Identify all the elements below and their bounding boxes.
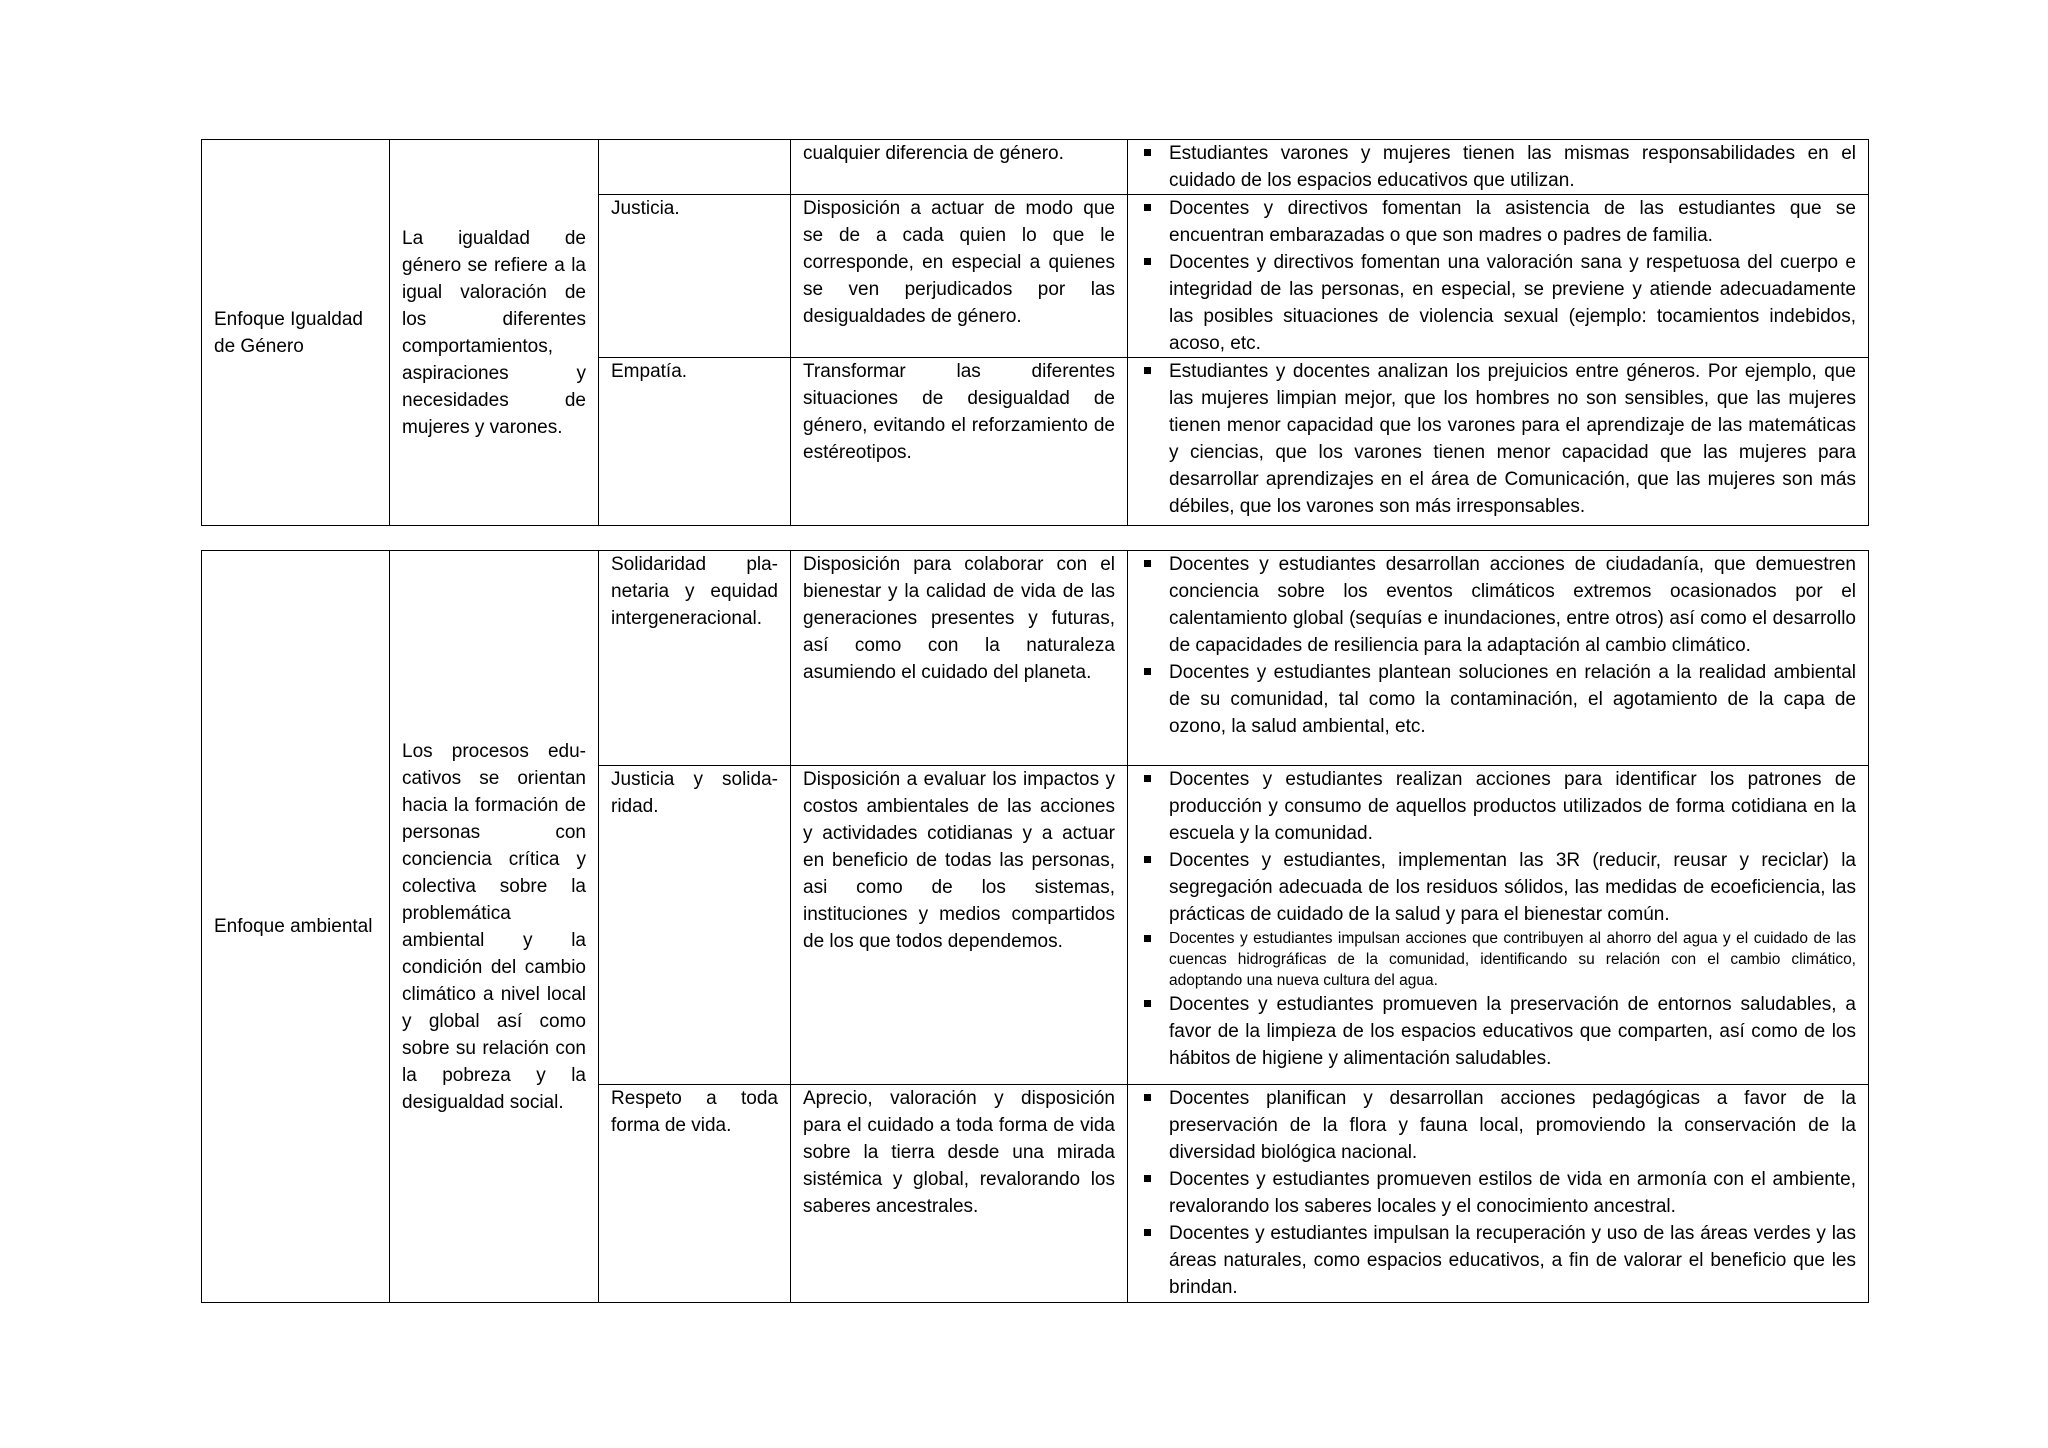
action-item: Estudiantes y docentes analizan los prejuicios entre géneros. Por ejemplo, que las mujeres limpian mejor, que los hombres no son sensibles, que las mujeres tienen menor capacidad que los varones para el aprendizaje de las matemáticas y ciencias, que los varones tienen menor capacidad que las mujeres para desarrollar aprendizajes en el área de Comunicación, que las mujeres son más débiles, que los varones son más irresponsables. [1140,358,1856,520]
approach-name: Enfoque Igualdad de Género [202,140,390,526]
actions-cell [1128,1085,1869,1303]
action-item: Docentes y estudiantes desarrollan acciones de ciudadanía, que demuestren conciencia sobre los eventos climáticos extremos ocasionados por el calentamiento global (sequías e inundaciones, entre otros) así como el desarrollo de capacidades de resiliencia para la adaptación al cambio climático. [1140,551,1856,659]
value-cell: Respeto a toda forma de vida. [599,1085,791,1303]
action-item: Docentes y estudiantes plantean soluciones en relación a la realidad ambiental de su comunidad, tal como la contaminación, el agotamiento de la capa de ozono, la salud ambiental, etc. [1140,659,1856,740]
actions-cell [1128,551,1869,766]
action-item: Docentes planifican y desarrollan acciones pedagógicas a favor de la preservación de la flora y fauna local, promoviendo la conservación de la diversidad biológica nacional. [1140,1085,1856,1166]
action-item: Estudiantes varones y mujeres tienen las mismas responsabilidades en el cuidado de los espacios educativos que utilizan. [1140,140,1856,194]
attitude-cell: Disposición a actuar de modo que se de a cada quien lo que le corresponde, en especial a quienes se ven perjudicados por las desigualdades de género. [791,195,1128,358]
value-cell: Justicia. [599,195,791,358]
attitude-cell: Disposición para colaborar con el bienestar y la calidad de vida de las generaciones presentes y futuras, así como con la naturaleza asumiendo el cuidado del planeta. [791,551,1128,766]
action-item: Docentes y directivos fomentan la asistencia de las estudiantes que se encuentran embarazadas o que son madres o padres de familia. [1140,195,1856,249]
action-item: Docentes y directivos fomentan una valoración sana y respetuosa del cuerpo e integridad de las personas, en especial, se previene y atiende adecuadamente las posibles situaciones de violencia sexual (ejemplo: tocamientos indebidos, acoso, etc. [1140,249,1856,357]
approach-description: La igualdad de género se refiere a la igual valoración de los diferentes comportamientos, aspiraciones y necesidades de mujeres y varones. [390,140,599,526]
action-item: Docentes y estudiantes promueven estilos de vida en armonía con el ambiente, revalorando los saberes locales y el conocimiento ancestral. [1140,1166,1856,1220]
attitude-cell: Aprecio, valoración y disposición para el cuidado a toda forma de vida sobre la tierra desde una mirada sistémica y global, revalorando los saberes ancestrales. [791,1085,1128,1303]
actions-cell [1128,766,1869,1085]
attitude-cell: Transformar las diferentes situaciones de desigualdad de género, evitando el reforzamiento de estéreotipos. [791,358,1128,526]
action-item: Docentes y estudiantes realizan acciones para identificar los patrones de producción y consumo de aquellos productos utilizados de forma cotidiana en la escuela y la comunidad. [1140,766,1856,847]
value-cell: Solidaridad pla-netaria y equidad intergeneracional. [599,551,791,766]
gender-equality-approach-table [201,139,1869,526]
environmental-approach-table [201,550,1869,1303]
action-item: Docentes y estudiantes impulsan acciones que contribuyen al ahorro del agua y el cuidado de las cuencas hidrográficas de la comunidad, identificando su relación con el cambio climático, adoptando una nueva cultura del agua. [1140,928,1856,991]
attitude-cell: Disposición a evaluar los impactos y costos ambientales de las acciones y actividades cotidianas y a actuar en beneficio de todas las personas, asi como de los sistemas, instituciones y medios compartidos de los que todos dependemos. [791,766,1128,1085]
action-item: Docentes y estudiantes, implementan las 3R (reducir, reusar y reciclar) la segregación adecuada de los residuos sólidos, las medidas de ecoeficiencia, las prácticas de cuidado de la salud y para el bienestar común. [1140,847,1856,928]
action-item: Docentes y estudiantes impulsan la recuperación y uso de las áreas verdes y las áreas naturales, como espacios educativos, a fin de valorar el beneficio que les brindan. [1140,1220,1856,1301]
value-cell: Empatía. [599,358,791,526]
actions-cell [1128,140,1869,195]
actions-cell [1128,195,1869,358]
value-cell: Justicia y solida-ridad. [599,766,791,1085]
action-item: Docentes y estudiantes promueven la preservación de entornos saludables, a favor de la limpieza de los espacios educativos que comparten, así como de los hábitos de higiene y alimentación saludables. [1140,991,1856,1072]
actions-cell [1128,358,1869,526]
approach-description: Los procesos edu-cativos se orientan hacia la formación de personas con conciencia crítica y colectiva sobre la problemática ambiental y la condición del cambio climático a nivel local y global así como sobre su relación con la pobreza y la desigualdad social. [390,551,599,1303]
value-cell [599,140,791,195]
approach-name: Enfoque ambiental [202,551,390,1303]
attitude-cell: cualquier diferencia de género. [791,140,1128,195]
